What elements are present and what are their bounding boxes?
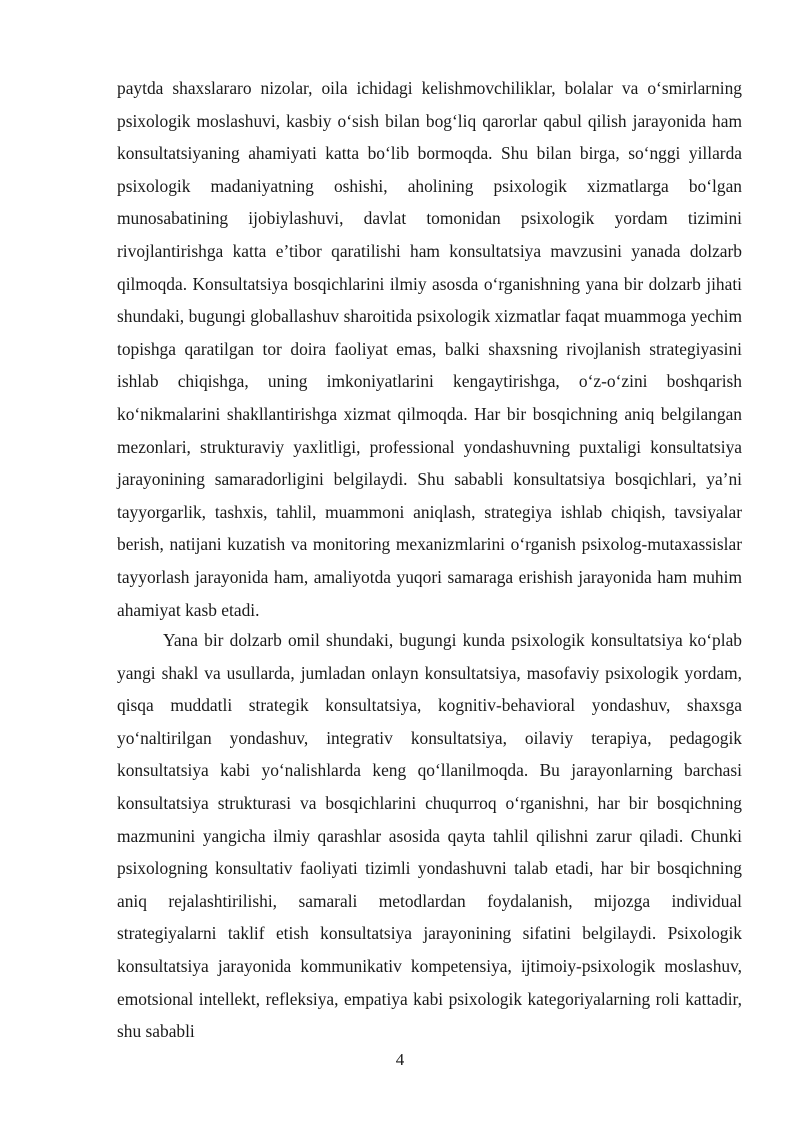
paragraph-continuation: paytda shaxslararo nizolar, oila ichidagi kelishmovchiliklar, bolalar va o‘smirlarning psixologik moslashuvi, kasbiy o‘sish bilan bog‘liq qarorlar qabul qilish jarayonida ham konsultatsiyaning ahamiyati katta bo‘lib bormoqda. Shu bilan birga, so‘nggi yillarda psixologik madaniyatning oshishi, aholining psixologik xizmatlarga bo‘lgan munosabatining ijobiylashuvi, davlat tomonidan psixologik yordam tizimini rivojlantirishga katta e’tibor qaratilishi ham konsultatsiya mavzusini yanada dolzarb qilmoqda. Konsultatsiya bosqichlarini ilmiy asosda o‘rganishning yana bir dolzarb jihati shundaki, bugungi globallashuv sharoitida psixologik xizmatlar faqat muammoga yechim topishga qaratilgan tor doira faoliyat emas, balki shaxsning rivojlanish strategiyasini ishlab chiqishga, uning imkoniyatlarini kengaytirishga, o‘z-o‘zini boshqarish ko‘nikmalarini shakllantirishga xizmat qilmoqda. Har bir bosqichning aniq belgilangan mezonlari, strukturaviy yaxlitligi, professional yondashuvning puxtaligi konsultatsiya jarayonining samaradorligini belgilaydi. Shu sababli konsultatsiya bosqichlari, ya’ni tayyorgarlik, tashxis, tahlil, muammoni aniqlash, strategiya ishlab chiqish, tavsiyalar berish, natijani kuzatish va monitoring mexanizmlarini o‘rganish psixolog-mutaxassislar tayyorlash jarayonida ham, amaliyotda yuqori samaraga erishish jarayonida ham muhim ahamiyat kasb etadi. <box>117 78 742 620</box>
paragraph-indented: Yana bir dolzarb omil shundaki, bugungi kunda psixologik konsultatsiya ko‘plab yangi shakl va usullarda, jumladan onlayn konsultatsiya, masofaviy psixologik yordam, qisqa muddatli strategik konsultatsiya, kognitiv-behavioral yondashuv, shaxsga yo‘naltirilgan yondashuv, integrativ konsultatsiya, oilaviy terapiya, pedagogik konsultatsiya kabi yo‘nalishlarda keng qo‘llanilmoqda. Bu jarayonlarning barchasi konsultatsiya strukturasi va bosqichlarini chuqurroq o‘rganishni, har bir bosqichning mazmunini yangicha ilmiy qarashlar asosida qayta tahlil qilishni zarur qiladi. Chunki psixologning konsultativ faoliyati tizimli yondashuvni talab etadi, har bir bosqichning aniq rejalashtirilishi, samarali metodlardan foydalanish, mijozga individual strategiyalarni taklif etish konsultatsiya jarayonining sifatini belgilaydi. Psixologik konsultatsiya jarayonida kommunikativ kompetensiya, ijtimoiy-psixologik moslashuv, emotsional intellekt, refleksiya, empatiya kabi psixologik kategoriyalarning roli kattadir, shu sababli <box>117 630 742 1042</box>
page-number: 4 <box>395 1050 405 1069</box>
